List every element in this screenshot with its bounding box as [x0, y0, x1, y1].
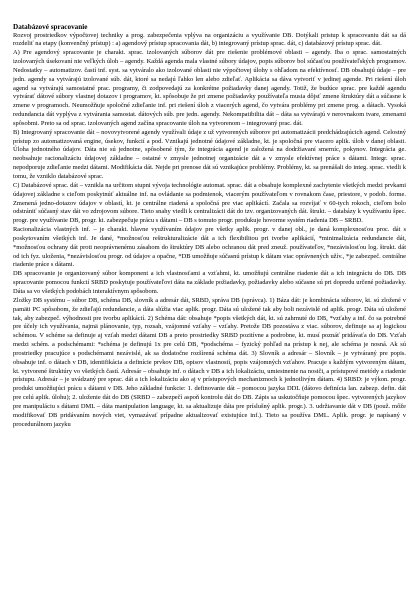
document-title: Databázové spracovanie	[13, 23, 88, 31]
paragraph-zlozky-db: Zložky DB systému – súbor DB, schéma DB, slovník a adresár dát, SRBD, správa DB (správca). 1) Báza dát: je kombinácia súborov, kt. sú zložené v pamäti PC spôsobom, že zdieľajú redundancie, a dáta slúžia viac aplik. progr. Dáta sú uložené tak aby boli nezávislé od aplik. progr. Dáta sú uložené tak, aby zabezpeč. výhodnosti pre tvorbu aplikácií. 2) Schéma dát: obsahuje *popis všetkých dát, kt. sú zahrnuté do DB, *vzťahy a inf. čo sa potrebné pre účely ich využívania, najmä plánovanie, typ, rozsah, vzájomné vzťahy – vzťahy. Pretože DB pozostáva z viac. súborov, definuje sa aj logickou schémou. V schéme sa definuje aj vzťah medzi dátami DB a preto prostriedky SRBD pozitívne a podrobne, kt. musí poznáť pridávaťa do DB. Vzťah medzi schém. a podschémami: *schéma je definujú 1x pre celú DB, *podschéma – fyzický pohľad na prístup k nej, ale schéma je nosná. Ak sú prostriedky pracujúce s podschémami nezávislé, ak sa dodatočne rozšírená schéma dát. 3) Slovník a adresár – Slovník – je vytváraný pre popis. obsahuje inf. o dátach v DB, identifikácia a definície prvkov DB, opisov vlastností, popis vzájomných vzťahov. Pracuje s každým vytvoreným dátam, kt. vytvorené štruktúry vo všetkých častí. Adresár – obsahuje inf. o dátach v DB a ich lokalizáciu, umiestnenie na nosiči, a prístupové metódy a riadenie prístupu. Adresár – je uvádzaný pre sprac. dát a ich lokalizáciu ako aj v prístupových mechanizmoch k jednotlivým dátam. 4) SRBD: je výkon. progr. produkt umožňujúci prácu s dátami v DB. Jeho základné funkcie: 1. definovanie dát – pomocou jazyka DDL (dátovo definícia lan. zabezp. defin. dát pre celú aplik. úlohu); 2. uloženie dát do DB (SRBD – zabezpečí aspoň kontrolu dát do DB. Zápis sa uskutočňuje pomocou špec. vytvorených jazykov pre manipuláciu s dátami DML – dáta manipulation language, kt. sa aktualizuje dáta pre príslušný aplik. progr.). 3. udržiavanie dát v DB (použ. môže modifikovať DB pridávaním nových viet, vymazávať prípadne aktualizovať existujúce inf.). Tieto sa používa DML. Aplik. progr. je napísaný v procedurálnom jazyku	[13, 296, 406, 428]
paragraph-databazovy: C) Databázové sprac. dát – vznikla na určitom stupni vývoja technológie automat. sprac. dát a obsahuje komplexné zachytenie všetkých medzi prvkami údajovej základne s cieľom poskytnúť aktuálne inf. na ovládanie sa podmienok, viacerým používateľom v rovnakom čase, priestore, v podob. forme. Zmenená jedno-dotazov údajov v oblastí, kt. je centrálne riadená a spoločná pre viac aplikácií. Začala sa rozvíjať v 60-tych rokoch, cieľom bolo odstrániť súčasný stav dát vo zdrojovom súbore. Tieto snahy viedli k centralizácii dát do tzv. organizovaných dát. štrukt. – databázy k využívaniu špec. progr. pre využívanie DB, progr. kt. zabezpečuje prácu s dátami – DB s tomuto progr. produkuje hovorme systém riadenia DB – SRBD.	[13, 181, 406, 225]
paragraph-db-spracovanie: DB spracovanie je organizovaný súbor komponent a ich vlastnosťami a vzťahmi, kt. umožňujú centrálne riadenie dát a ich integráciu do DB. DB spracovanie pomocou funkcií SRBD poskytuje používateľovi dáta na základe požiadavky, požiadavky alebo súčasne sú pri dopredu určené požiadavky. Dáta sa vo všetkých podobách interaktívnym spôsobom.	[13, 270, 406, 295]
paragraph-agendovy: A) Pre agendový spracovanie je charakt. sprac. izolovaných súborov dát pre riešenie problémové oblasti – agendy. Iba o sprac. samostatných izolovaných úsekovaní nie veľkých úloh – agendy. Každá agenda mala vlastné súbory údajov, popis súborov bol súčasťou používateľských programov. Nedostatky – automatizov. častí inf. syst. sa vytváralo ako izolované oblasti nie výpočtovej úlohy s ohľadom na efektívnosť. DB obsahujú údaje – pre jedn. agendy sa vytvárajú izolované súb. dát, ktoré sa nedajú ľahko len alebo zdieľať. Aplikácia sa dáva vytvoriť v jedinej agende. Pri riešení úloh agend sa vytvárajú samostatné prac. programy, či zodpovedajú za konkrétne požiadavky danej agendy. Totiž, že budúce sprac. pre každé agendu vytvárať dátové súbory vlastnej dotazov i programov, kt. spôsobuje že pri zmene požiadavky používateľa musia dôjsť zmene štruktúry dát a súčasne k zmene v programoch. Neumožňuje spoločné zdieľanie inf. pri riešení úloh z viacerých agend, čo vytvára problémy pri zmene prog. a dátach. Vysoká redundancia dát vyplýva z vytvárania samostat. dátových súb. pre jedn. agendy. Nekompatibilita dát – dáta sa vytvárajú v nerovnakom tvare, zmenami spôsobmi. Preto sa od sprac. izolovaných agend začína spracovanie úloh na vytvorenom – integrovaný prac. dát.	[13, 49, 406, 127]
paragraph-racionalizacia: Racionalizácia vlastných inf. – je charakt. hlavne využívaním údajov pre všetky aplik. progr. v danej obl., je daná komplexnosťou proc. dát s poskytovaním všetkých inf. Je dané, *možnosťou reštrukturalizácie dát a ich flexibilitou pri tvorbe aplikácií, *minimalizácia redundancie dát, *možnosťou ochrany dát proti neoprávnenému zásahom do štruktúry DB alebo ochranou dát pred zneuž. používateľov, *nezávislosťou log. štrukt. dát od ich fyz. uloženia, *nezávislosťou progr. od údajov a opačne, *DB umožňuje súčasnú prístup k dátam viac oprávnených užív., *je zabezpeč. centrálne riadenie práce s dátami.	[13, 226, 406, 269]
paragraph-intro: Rozvoj prostriedkov výpočtovej techniky a prog. zabezpečenia vplýva na organizáciu a využívanie DB. Dotýkali pristup k spracovaniu dát sa dá rozdeliť na etapy (konvenčný prístup) : a) agendový prístup spracovania dát, b) integrovaný prístup sprac. dát, c) databázový prístup sprac. dát.	[13, 31, 406, 48]
paragraph-integrovany: B) Integrovaný spracovanie dát – novovytvorené agendy využívali údaje z už vytvorených súborov pri automatizácii predchádzajúcich agend. Celostný prístup zo automatizovaná engine, úsekov, funkcií a pod. Vznikajú jednotné údajové základne, kt. je spoločná pre viacero aplik. úloh v danej oblasti. Úloha jednotného údajov. Dáta nie sú jednotne, spôsobené tým, že integrácia agend je založená na dodržiavaní smerníc, pokynov. Integrácia ge. neobsahuje racionalizáciu údajovej základne – ostatné v zmysle jednotnej organizácie dát a v zmysle efektívnej práce s dátami. Integr. sprac. nepodporuje zdieľanie medzi dátami. Modifikácia dát. Nejde pri prenose dát sú vznikajúce problémy. Problémy, kt. sa prenášali do integ. sprac. viedli k tomu, že vzniklo databázové sprac.	[13, 128, 406, 180]
